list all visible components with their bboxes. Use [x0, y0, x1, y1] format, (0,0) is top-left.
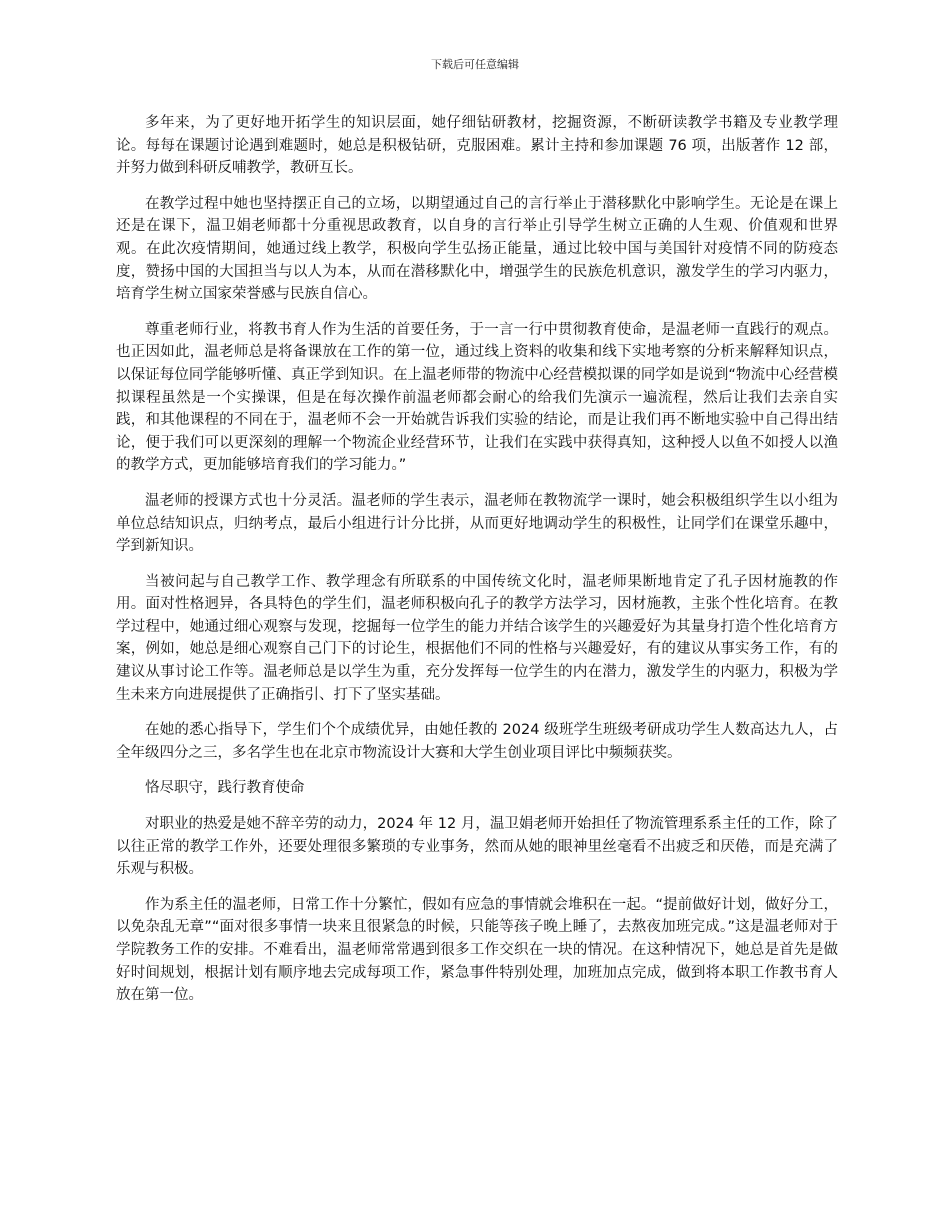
section-heading: 恪尽职守，践行教育使命	[145, 780, 305, 797]
paragraph-ideology: 在教学过程中她也坚持摆正自己的立场，以期望通过自己的言行举止于潜移默化中影响学生。无论是在课上还是在课下，温卫娟老师都十分重视思政教育，以自身的言行举止引导学生树立正确的人生观、价值观和世界观。在此次疫情期间，她通过线上教学，积极向学生弘扬正能量，通过比较中国与美国针对疫情不同的防疫态度，赞扬中国的大国担当与以人为本，从而在潜移默化中，增强学生的民族危机意识，激发学生的学习内驱力，培育学生树立国家荣誉感与民族自信心。	[116, 195, 838, 303]
paragraph-teaching-mission: 尊重老师行业，将教书育人作为生活的首要任务，于一言一行中贯彻教育使命，是温老师一直践行的观点。也正因如此，温老师总是将备课放在工作的第一位，通过线上资料的收集和线下实地考察的分析来解释知识点，以保证每位同学能够听懂、真正学到知识。在上温老师带的物流中心经营模拟课的同学如是说到“物流中心经营模拟课程虽然是一个实操课，但是在每次操作前温老师都会耐心的给我们先演示一遍流程，然后让我们去亲自实践，和其他课程的不同在于，温老师不会一开始就告诉我们实验的结论，而是让我们再不断地实验中自己得出结论，便于我们可以更深刻的理解一个物流企业经营环节，让我们在实践中获得真知，这种授人以鱼不如授人以渔的教学方式，更加能够培育我们的学习能力。”	[116, 321, 838, 474]
paragraph-research: 多年来，为了更好地开拓学生的知识层面，她仔细钻研教材，挖掘资源，不断研读教学书籍及专业教学理论。每每在课题讨论遇到难题时，她总是积极钻研，克服困难。累计主持和参加课题 76 项，出版著作 12 部，并努力做到科研反哺教学，教研互长。	[116, 115, 838, 177]
document-body	[116, 112, 838, 1020]
paragraph-time-management: 作为系主任的温老师，日常工作十分繁忙，假如有应急的事情就会堆积在一起。“提前做好计划，做好分工，以免杂乱无章”“面对很多事情一块来且很紧急的时候，只能等孩子晚上睡了，去熬夜加班完成。”这是温老师对于学院教务工作的安排。不难看出，温老师常常遇到很多工作交织在一块的情况。在这种情况下，她总是首先是做好时间规划，根据计划有顺序地去完成每项工作，紧急事件特别处理，加班加点完成，做到将本职工作教书育人放在第一位。	[116, 896, 838, 1004]
page-header-note: 下载后可任意编辑	[431, 58, 519, 71]
paragraph-student-achievements: 在她的悉心指导下，学生们个个成绩优异，由她任教的 2024 级班学生班级考研成功学生人数高达九人，占全年级四分之三，多名学生也在北京市物流设计大赛和大学生创业项目评比中频频获奖。	[116, 722, 838, 761]
paragraph-teaching-method: 温老师的授课方式也十分灵活。温老师的学生表示，温老师在教物流学一课时，她会积极组织学生以小组为单位总结知识点，归纳考点，最后小组进行计分比拼，从而更好地调动学生的积极性，让同学们在课堂乐趣中，学到新知识。	[116, 492, 838, 555]
paragraph-department-head: 对职业的热爱是她不辞辛劳的动力，2024 年 12 月，温卫娟老师开始担任了物流管理系系主任的工作，除了以往正常的教学工作外，还要处理很多繁琐的专业事务，然而从她的眼神里丝毫看不出疲乏和厌倦，而是充满了乐观与积极。	[116, 816, 838, 878]
paragraph-confucius: 当被问起与自己教学工作、教学理念有所联系的中国传统文化时，温老师果断地肯定了孔子因材施教的作用。面对性格迥异，各具特色的学生们，温老师积极向孔子的教学方法学习，因材施教，主张个性化培育。在教学过程中，她通过细心观察与发现，挖掘每一位学生的能力并结合该学生的兴趣爱好为其量身打造个性化培育方案，例如，她总是细心观察自己门下的讨论生，根据他们不同的性格与兴趣爱好，有的建议从事实务工作，有的建议从事讨论工作等。温老师总是以学生为重，充分发挥每一位学生的内在潜力，激发学生的内驱力，积极为学生未来方向进展提供了正确指引、打下了坚实基础。	[116, 573, 838, 703]
